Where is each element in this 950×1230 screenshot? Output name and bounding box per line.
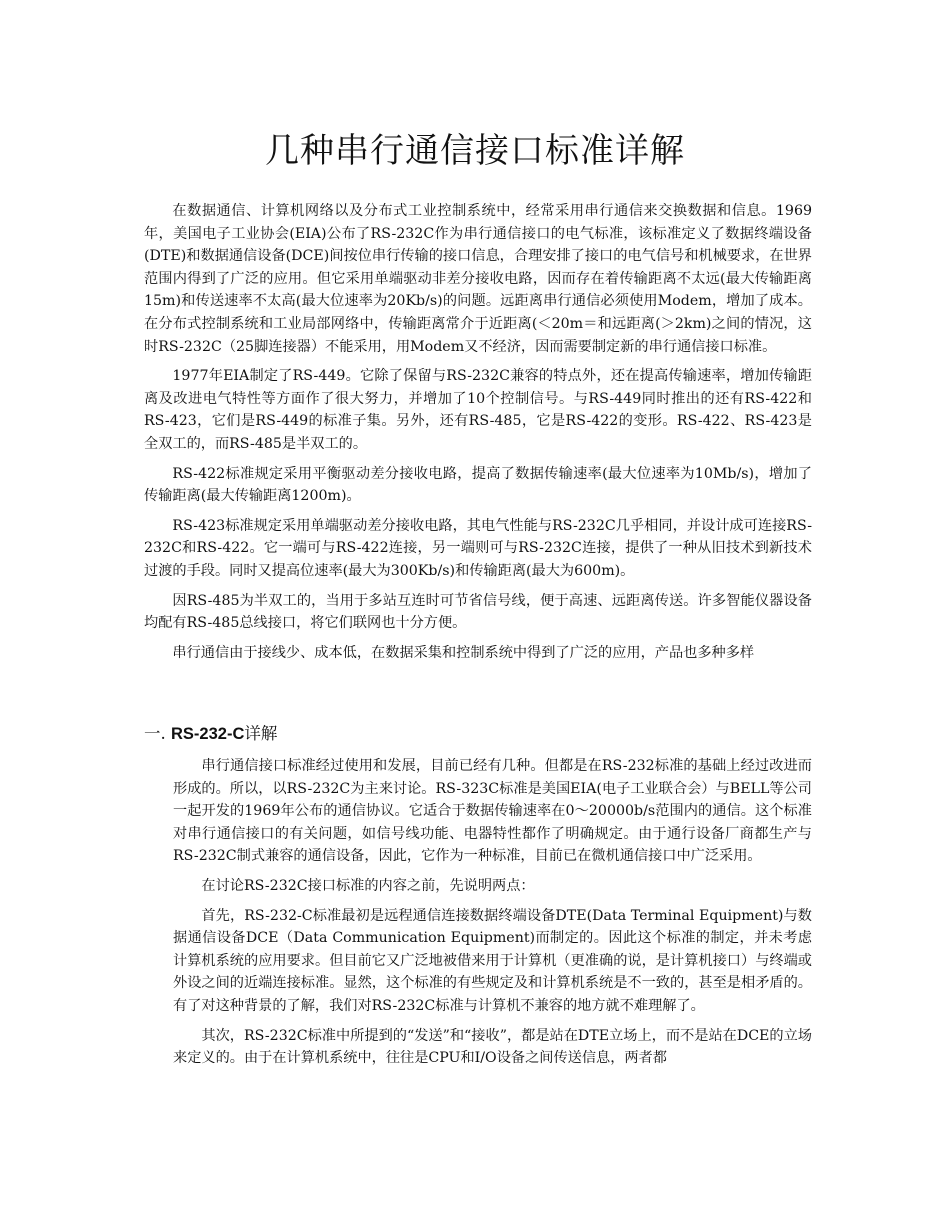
- paragraph: 串行通信接口标准经过使用和发展，目前已经有几种。但都是在RS-232标准的基础上经过改进而形成的。所以，以RS-232C为主来讨论。RS-323C标准是美国EIA(电子工业联合会）与BELL等公司一起开发的1969年公布的通信协议。它适合于数据传输速率在0～20000b/s范围内的通信。这个标准对串行通信接口的有关问题，如信号线功能、电器特性都作了明确规定。由于通行设备厂商都生产与RS-232C制式兼容的通信设备，因此，它作为一种标准，目前已在微机通信接口中广泛采用。: [173, 758, 812, 865]
- paragraph: RS-422标准规定采用平衡驱动差分接收电路，提高了数据传输速率(最大位速率为10Mb/s)，增加了传输距离(最大传输距离1200m)。: [144, 465, 812, 505]
- paragraph: 其次，RS-232C标准中所提到的“发送”和“接收”，都是站在DTE立场上，而不是站在DCE的立场来定义的。由于在计算机系统中，往往是CPU和I/O设备之间传送信息，两者都: [173, 1027, 812, 1067]
- document-title: 几种串行通信接口标准详解: [265, 131, 685, 171]
- paragraph: 在讨论RS-232C接口标准的内容之前，先说明两点：: [201, 877, 535, 894]
- rs232c-section: [173, 755, 812, 1077]
- paragraph: 首先，RS-232-C标准最初是远程通信连接数据终端设备DTE(Data Terminal Equipment)与数据通信设备DCE（Data Communication Equipment)而制定的。因此这个标准的制定，并未考虑计算机系统的应用要求。但目前它又广泛地被借来用于计算机（更准确的说，是计算机接口）与终端或外设之间的近端连接标准。显然，这个标准的有些规定及和计算机系统是不一致的，甚至是相矛盾的。有了对这种背景的了解，我们对RS-232C标准与计算机不兼容的地方就不难理解了。: [173, 907, 812, 1014]
- section-name-rest: 详解: [244, 724, 278, 743]
- section-number: 一.: [144, 724, 166, 743]
- paragraph: 在数据通信、计算机网络以及分布式工业控制系统中，经常采用串行通信来交换数据和信息。1969年，美国电子工业协会(EIA)公布了RS-232C作为串行通信接口的电气标准，该标准定义了数据终端设备(DTE)和数据通信设备(DCE)间按位串行传输的接口信息，合理安排了接口的电气信号和机械要求，在世界范围内得到了广泛的应用。但它采用单端驱动非差分接收电路，因而存在着传输距离不太远(最大传输距离15m)和传送速率不太高(最大位速率为20Kb/s)的问题。远距离串行通信必须使用Modem，增加了成本。在分布式控制系统和工业局部网络中，传输距离常介于近距离(＜20m＝和远距离(＞2km)之间的情况，这时RS-232C（25脚连接器）不能采用，用Modem又不经济，因而需要制定新的串行通信接口标准。: [144, 203, 812, 355]
- paragraph: 1977年EIA制定了RS-449。它除了保留与RS-232C兼容的特点外，还在提高传输速率，增加传输距离及改进电气特性等方面作了很大努力，并增加了10个控制信号。与RS-449同时推出的还有RS-422和RS-423，它们是RS-449的标准子集。另外，还有RS-485，它是RS-422的变形。RS-422、RS-423是全双工的，而RS-485是半双工的。: [144, 368, 812, 452]
- intro-section: [144, 200, 812, 671]
- section-heading: [144, 722, 277, 746]
- paragraph: RS-423标准规定采用单端驱动差分接收电路，其电气性能与RS-232C几乎相同，并设计成可连接RS-232C和RS-422。它一端可与RS-422连接，另一端则可与RS-232C连接，提供了一种从旧技术到新技术过渡的手段。同时又提高位速率(最大为300Kb/s)和传输距离(最大为600m)。: [144, 517, 812, 579]
- paragraph: 串行通信由于接线少、成本低，在数据采集和控制系统中得到了广泛的应用，产品也多种多样: [172, 644, 755, 661]
- section-name-bold: RS-232-C: [171, 725, 245, 743]
- paragraph: 因RS-485为半双工的，当用于多站互连时可节省信号线，便于高速、远距离传送。许多智能仪器设备均配有RS-485总线接口，将它们联网也十分方便。: [144, 592, 812, 632]
